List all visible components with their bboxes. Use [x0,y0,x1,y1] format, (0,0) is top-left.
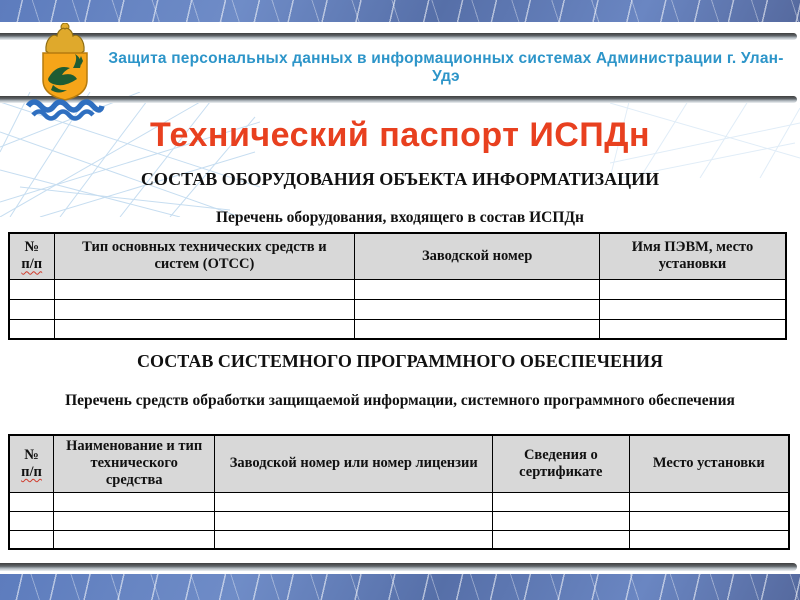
col-header-otss-type: Тип основных технических средств и систем (ОТСС) [54,233,355,279]
software-table [8,434,790,550]
equipment-table [8,232,787,340]
col-header-num: № п/п [9,233,54,279]
table-row [9,511,789,530]
col-header-device-name-type: Наименование и тип технического средства [53,435,214,492]
col-header-pc-name-location: Имя ПЭВМ, место установки [600,233,787,279]
empty-cell [355,279,600,299]
empty-cell [9,279,54,299]
col-header-num: № п/п [9,435,53,492]
header-title: Защита персональных данных в информационных системах Администрации г. Улан-Удэ [108,50,784,85]
crown-icon [46,23,84,54]
empty-cell [600,319,787,339]
table-row [9,299,786,319]
empty-cell [9,492,53,511]
empty-cell [9,299,54,319]
table-header-row [9,435,789,492]
empty-cell [215,511,493,530]
empty-cell [53,511,214,530]
table-header-row [9,233,786,279]
section2-subheading: Перечень средств обработки защищаемой информации, системного программного обеспечения [65,392,735,409]
ulan-ude-coat-of-arms-icon [23,23,107,123]
empty-cell [215,530,493,549]
header-bottom-bar [0,96,797,103]
empty-cell [9,319,54,339]
empty-cell [53,530,214,549]
top-decorative-band [0,0,800,22]
empty-cell [215,492,493,511]
section1-subheading: Перечень оборудования, входящего в состав ИСПДн [216,209,584,226]
table-row [9,530,789,549]
empty-cell [493,492,630,511]
empty-cell [54,299,355,319]
section1-heading: СОСТАВ ОБОРУДОВАНИЯ ОБЪЕКТА ИНФОРМАТИЗАЦИИ [140,169,660,189]
empty-cell [629,511,789,530]
empty-cell [54,279,355,299]
empty-cell [9,530,53,549]
table-row [9,492,789,511]
table-row [9,279,786,299]
col-header-serial-or-license: Заводской номер или номер лицензии [215,435,493,492]
empty-cell [629,530,789,549]
page-title: Технический паспорт ИСПДн [149,116,651,154]
col-header-certificate-info: Сведения о сертификате [493,435,630,492]
empty-cell [9,511,53,530]
empty-cell [53,492,214,511]
empty-cell [493,511,630,530]
empty-cell [493,530,630,549]
empty-cell [54,319,355,339]
footer-separator-bar [0,563,797,571]
empty-cell [629,492,789,511]
empty-cell [600,279,787,299]
section2-heading: СОСТАВ СИСТЕМНОГО ПРОГРАММНОГО ОБЕСПЕЧЕНИЯ [137,351,663,371]
empty-cell [355,299,600,319]
col-header-serial-number: Заводской номер [355,233,600,279]
table-row [9,319,786,339]
col-header-install-location: Место установки [629,435,789,492]
empty-cell [600,299,787,319]
bottom-decorative-band [0,574,800,600]
header-top-bar [0,33,797,40]
empty-cell [355,319,600,339]
